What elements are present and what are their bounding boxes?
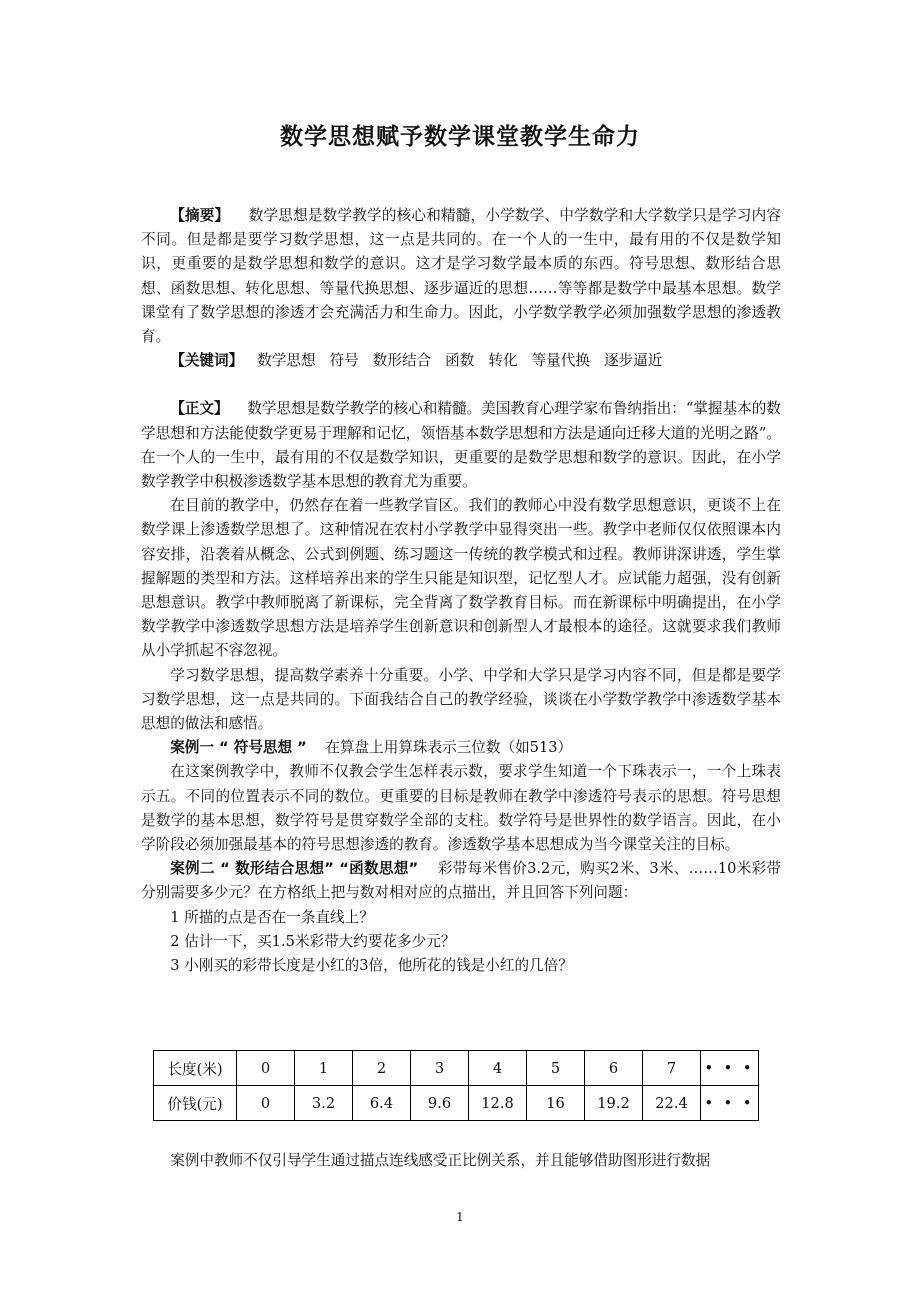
table-row-header: 长度(米): [154, 1051, 237, 1086]
table-cell: 6.4: [353, 1086, 411, 1121]
table-row: [154, 1051, 759, 1086]
table-cell: 6: [585, 1051, 643, 1086]
table-cell: 0: [237, 1086, 295, 1121]
main-text-p1: 数学思想是数学教学的核心和精髓。美国教育心理学家布鲁纳指出：“掌握基本的数学思想和方法能使数学更易于理解和记忆，领悟基本数学思想和方法是通向迁移大道的光明之路”。在一个人的一生中，最有用的不仅是数学知识，更重要的是数学思想和数学的意识。因此，在小学数学教学中积极渗透数学基本思想的教育尤为重要。: [141, 400, 781, 491]
keyword-item: 等量代换: [531, 352, 590, 370]
table-cell: 19.2: [585, 1086, 643, 1121]
abstract-label: 【摘要】: [170, 207, 230, 224]
price-table: [153, 1050, 759, 1121]
table-cell: 12.8: [469, 1086, 527, 1121]
main-text-label: 【正文】: [170, 400, 229, 418]
case2-label: 案例二 “ 数形结合思想” “函数思想”: [170, 860, 419, 878]
document-body: [141, 204, 781, 978]
after-table-text: [141, 1149, 781, 1173]
main-text-paragraph-2: 在目前的教学中，仍然存在着一些教学盲区。我们的教师心中没有数学思想意识，更谈不上在数学课上渗透数学思想了。这种情况在农村小学教学中显得突出一些。教学中老师仅仅依照课本内容安排，沿袭着从概念、公式到例题、练习题这一传统的教学模式和过程。教师讲深讲透，学生掌握解题的类型和方法。这样培养出来的学生只能是知识型，记忆型人才。应试能力超强，没有创新思想意识。教学中教师脱离了新课标，完全背离了数学教育目标。而在新课标中明确提出，在小学数学教学中渗透数学思想方法是培养学生创新意识和创新型人才最根本的途径。这就要求我们教师从小学抓起不容忽视。: [141, 497, 781, 660]
table-cell: 2: [353, 1051, 411, 1086]
table-cell: 22.4: [643, 1086, 701, 1121]
keyword-item: 转化: [488, 352, 518, 370]
keywords-label: 【关键词】: [170, 352, 244, 370]
table-cell: 7: [643, 1051, 701, 1086]
page-number: 1: [456, 1210, 464, 1224]
keyword-item: 数形结合: [372, 352, 432, 370]
case2-heading: [141, 857, 781, 905]
table-cell-ellipsis: • • •: [701, 1086, 759, 1121]
keyword-item: 数学思想: [257, 352, 316, 370]
table-cell: 9.6: [411, 1086, 469, 1121]
question-item: 3 小刚买的彩带长度是小红的3倍，他所花的钱是小红的几倍？: [170, 957, 573, 975]
case1-text: 在这案例教学中，教师不仅教会学生怎样表示数，要求学生知道一个下珠表示一，一个上珠表示五。不同的位置表示不同的数位。更重要的目标是教师在教学中渗透符号表示的思想。符号思想是数学的基本思想，数学符号是贯穿数学全部的支柱。数学符号是世界性的数学语言。因此，在小学阶段必须加强最基本的符号思想渗透的教育。渗透数学基本思想成为当今课堂关注的目标。: [141, 763, 781, 854]
case1-title: 在算盘上用算珠表示三位数（如513）: [325, 739, 573, 757]
table-row-header: 价钱(元): [154, 1086, 237, 1121]
case1-heading: [141, 736, 781, 760]
abstract-text: 数学思想是数学教学的核心和精髓，小学数学、中学数学和大学数学只是学习内容不同。但是都是要学习数学思想，这一点是共同的。在一个人的一生中，最有用的不仅是数学知识，更重要的是数学思想和数学的意识。这才是学习数学最本质的东西。符号思想、数形结合思想、函数思想、转化思想、等量代换思想、逐步逼近的思想……等等都是数学中最基本思想。数学课堂有了数学思想的渗透才会充满活力和生命力。因此，小学数学教学必须加强数学思想的渗透教育。: [141, 207, 781, 346]
case1-label: 案例一 “ 符号思想 ”: [170, 739, 307, 757]
table-cell: 4: [469, 1051, 527, 1086]
table-cell: 0: [237, 1051, 295, 1086]
table-cell-ellipsis: • • •: [701, 1051, 759, 1086]
table-cell: 3.2: [295, 1086, 353, 1121]
question-item: 2 估计一下，买1.5米彩带大约要花多少元？: [170, 932, 456, 950]
abstract-paragraph: [141, 204, 781, 349]
keyword-item: 函数: [445, 352, 475, 370]
keywords-line: [141, 349, 781, 373]
page-title: 数学思想赋予数学课堂教学生命力: [280, 124, 640, 150]
table-cell: 1: [295, 1051, 353, 1086]
table-row: [154, 1086, 759, 1121]
case2-title: 彩带每米售价3.2元，购买2米、3米、……10米彩带分别需要多少元？在方格纸上把与数对相对应的点描出，并且回答下列问题：: [141, 860, 782, 902]
after-table-paragraph: 案例中教师不仅引导学生通过描点连线感受正比例关系，并且能够借助图形进行数据: [170, 1152, 711, 1169]
table-cell: 3: [411, 1051, 469, 1086]
case2-questions: [141, 906, 781, 979]
question-item: 1 所描的点是否在一条直线上？: [170, 908, 374, 926]
keyword-item: 符号: [329, 352, 359, 370]
table-cell: 16: [527, 1086, 585, 1121]
main-text-paragraph-3: 学习数学思想，提高数学素养十分重要。小学、中学和大学只是学习内容不同，但是都是要学习数学思想，这一点是共同的。下面我结合自己的教学经验，谈谈在小学数学教学中渗透数学基本思想的做法和感悟。: [141, 666, 781, 733]
keyword-item: 逐步逼近: [603, 352, 663, 370]
main-text-paragraph-1: [141, 397, 781, 494]
table-cell: 5: [527, 1051, 585, 1086]
